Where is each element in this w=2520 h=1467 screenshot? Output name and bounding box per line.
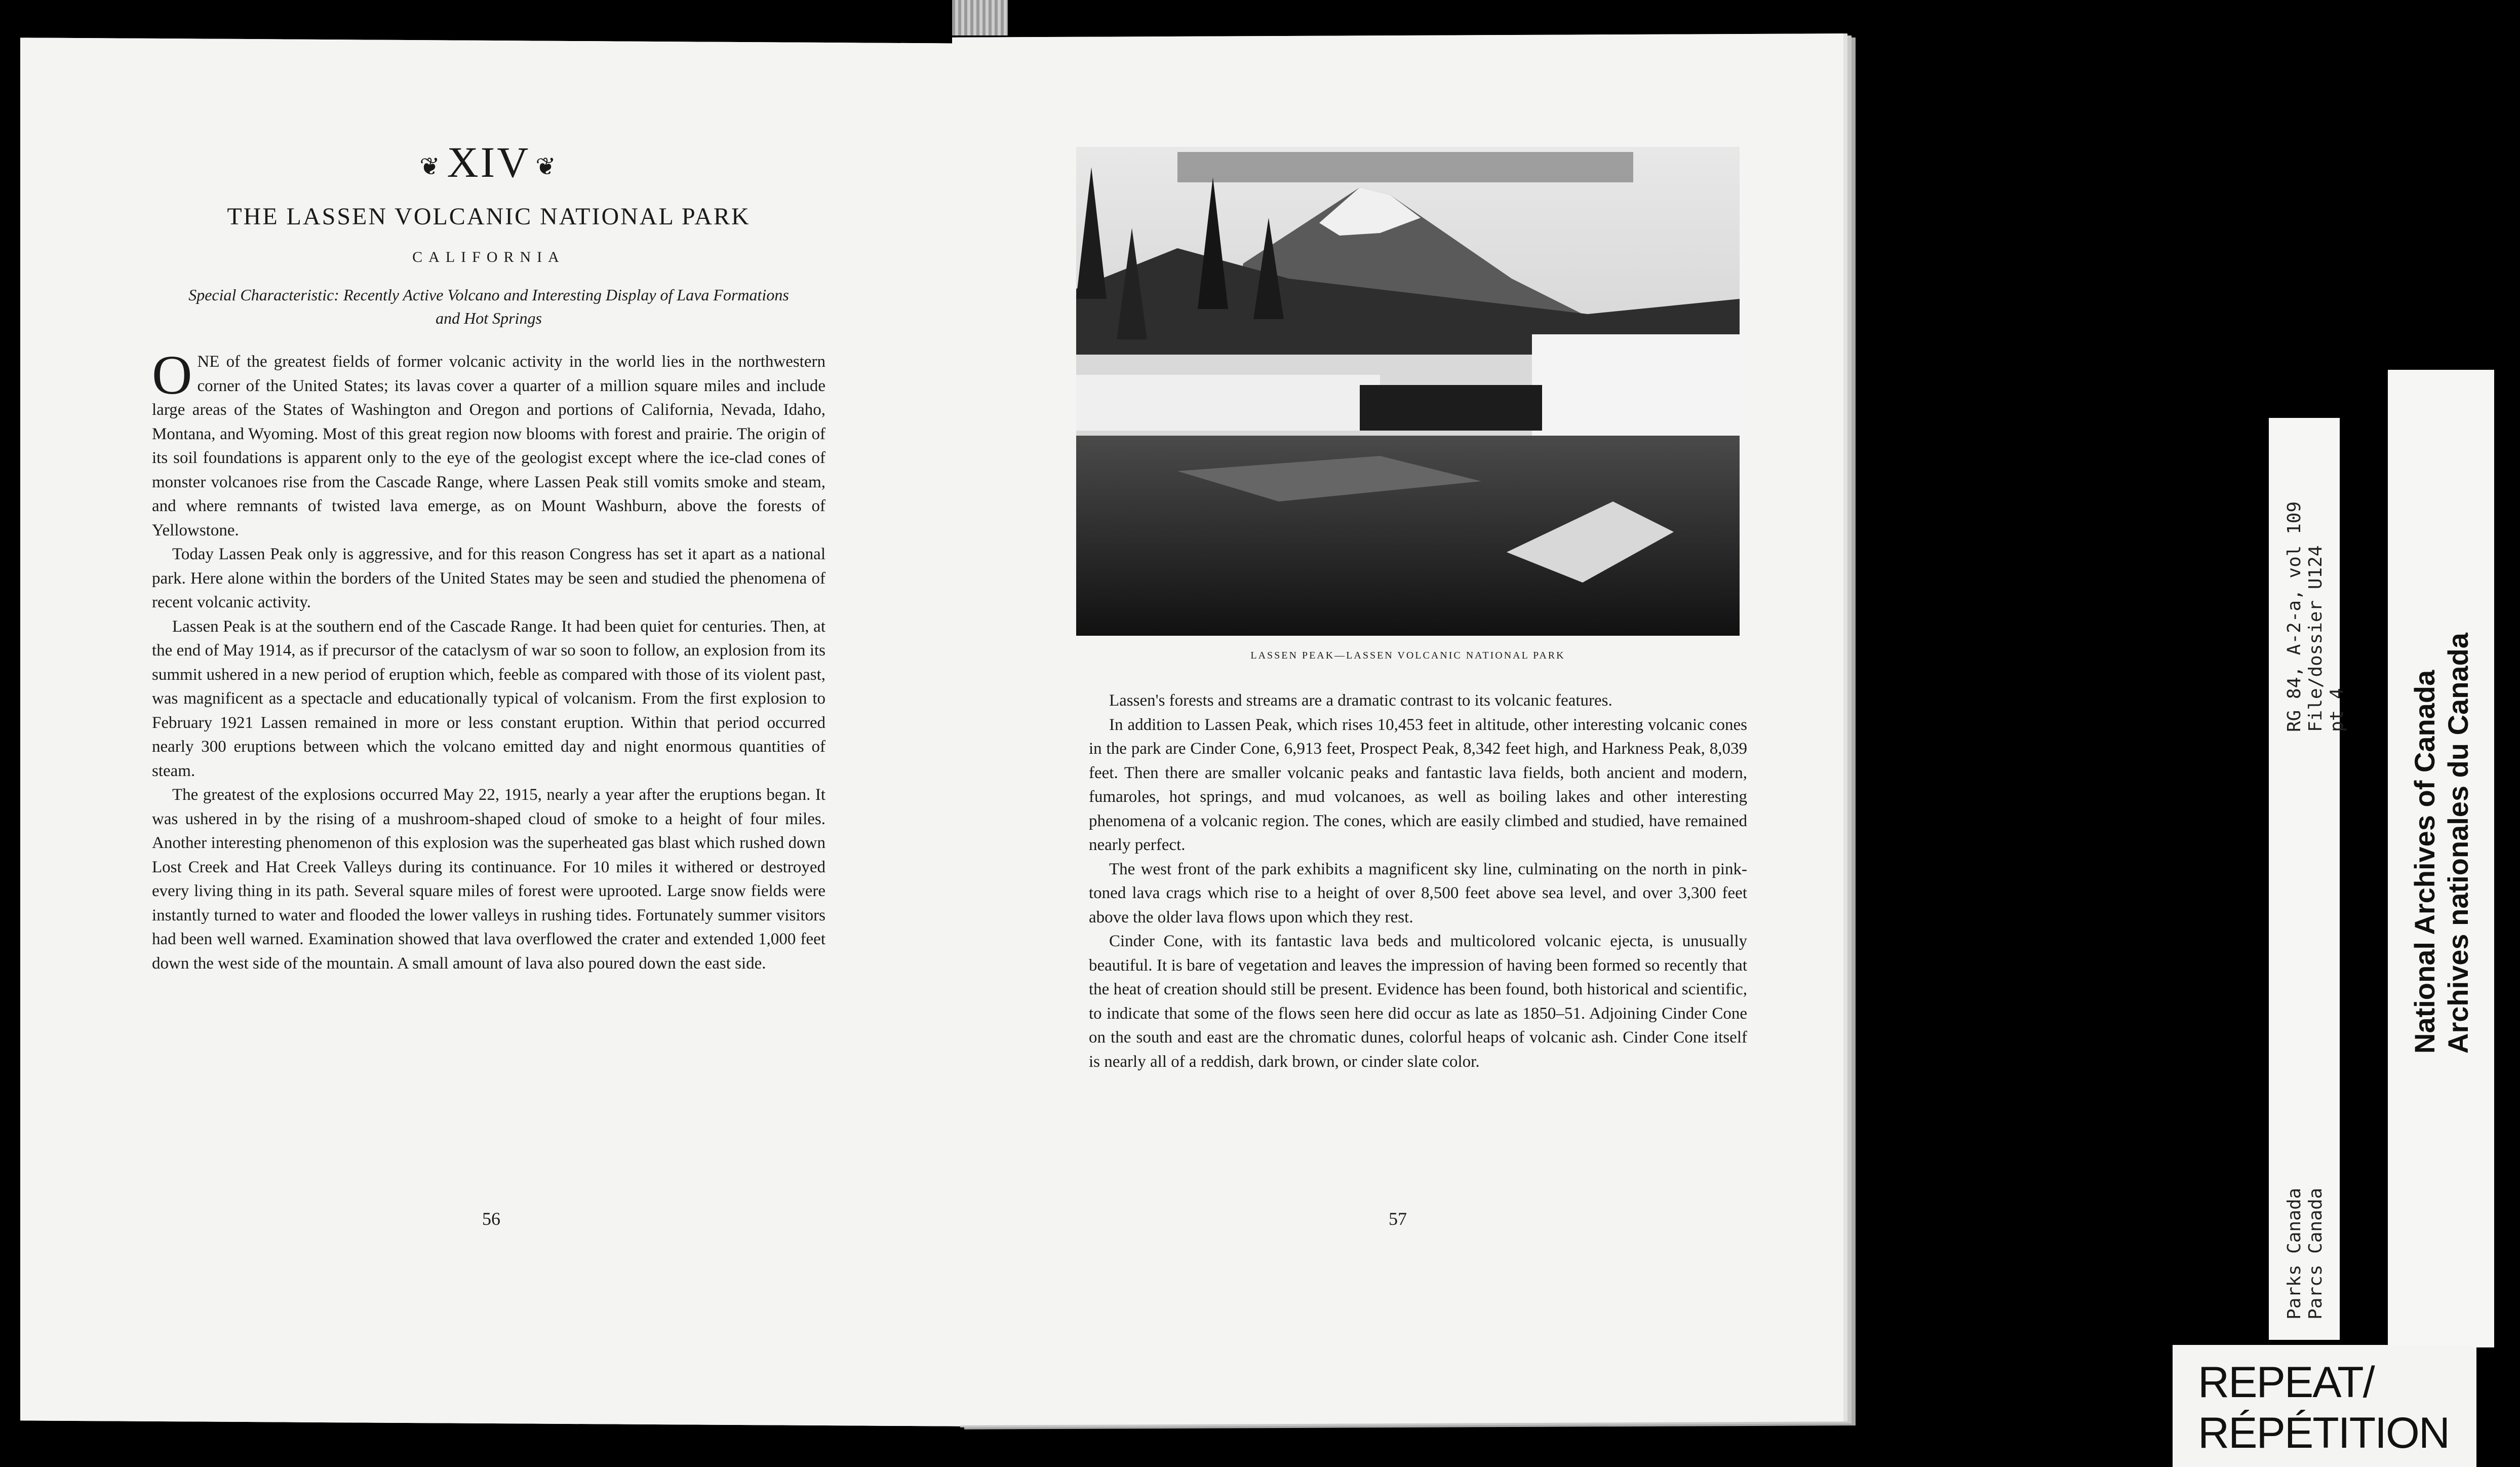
- repeat-stamp-en: REPEAT/: [2198, 1358, 2374, 1407]
- right-page-content: [1089, 689, 1747, 1074]
- page-number-right: 57: [1389, 1209, 1407, 1229]
- archive-ref-line: File/dossier U124: [2305, 545, 2326, 732]
- archive-ref-line: RG 84, A-2-a, vol 109: [2284, 501, 2305, 732]
- paragraph: [152, 344, 825, 543]
- binding-spine: [952, 0, 1008, 35]
- paragraph: The greatest of the explosions occurred May 22, 1915, nearly a year after the eruptions began. It was ushered in by the rising of a mushroom-shaped cloud of smoke to a height of four miles. Another interesting phenomenon of this explosion was the superheated gas blast which rushed down Lost Creek and Hat Creek Valleys during its continuance. For 10 miles it withered or destroyed every living thing in its path. Several square miles of forest were uprooted. Large snow fields were instantly turned to water and flooded the lower valleys in rushing tides. Fortunately summer visitors had been well warned. Examination showed that lava overflowed the crater and extended 1,000 feet down the west side of the mountain. A small amount of lava also poured down the east side.: [152, 786, 825, 973]
- lassen-peak-photo: [1076, 147, 1740, 636]
- photo-caption: LASSEN PEAK—LASSEN VOLCANIC NATIONAL PARK: [1250, 650, 1565, 661]
- repeat-stamp-fr: RÉPÉTITION: [2198, 1409, 2450, 1457]
- chapter-number-text: XIV: [447, 138, 531, 186]
- national-archives-fr: Archives nationales du Canada: [2442, 633, 2474, 1054]
- paragraph: In addition to Lassen Peak, which rises 10,453 feet in altitude, other interesting volcanic cones in the park are Cinder Cone, 6,913 feet, Prospect Peak, 8,342 feet high, and Harkness Peak, 8,039 feet. Then there are smaller volcanic peaks and fantastic lava fields, both ancient and modern, fumaroles, hot springs, and mud volcanoes, as well as boiling lakes and other interesting phenomena of a volcanic region. The cones, which are easily climbed and studied, have remained nearly perfect.: [1089, 715, 1747, 854]
- paragraph: Lassen Peak is at the southern end of the Cascade Range. It had been quiet for centuries. Then, at the end of May 1914, as if precursor of the cataclysm of war so soon to follow, an explosion from its summit ushered in a new period of eruption which, feeble as compared with those of its violent past, was magnificent as a spectacle and educationally typical of volcanism. From the first explosion to February 1921 Lassen remained in more or less constant eruption. Within that period occurred nearly 300 eruptions between which the volcano emitted day and night enormous quantities of steam.: [152, 617, 825, 780]
- leaf-ornament-icon: ❦: [535, 153, 558, 181]
- landscape-photo-icon: [1076, 147, 1740, 636]
- leaf-ornament-icon: ❦: [419, 153, 442, 181]
- national-archives-label: [2408, 633, 2475, 1054]
- paragraph: Lassen's forests and streams are a dramatic contrast to its volcanic features.: [1109, 691, 1612, 710]
- chapter-special-characteristic: Special Characteristic: Recently Active Volcano and Interesting Display of Lava Formations and Hot Springs: [188, 286, 789, 327]
- parks-canada-label: [2284, 1188, 2327, 1320]
- archive-reference-tag: [2269, 418, 2347, 1340]
- chapter-number: [152, 137, 825, 187]
- paragraph: Today Lassen Peak only is aggressive, and for this reason Congress has set it apart as a national park. Here alone within the borders of the United States may be seen and studied the phenomena of recent volcanic activity.: [152, 545, 825, 611]
- paragraph: The west front of the park exhibits a magnificent sky line, culminating on the north in pink-toned lava crags which rise to a height of over 8,500 feet above sea level, and over 3,300 feet above the older lava flows upon which they rest.: [1089, 860, 1747, 926]
- left-page-content: [152, 137, 825, 976]
- national-archives-tag: [2388, 370, 2494, 1347]
- paragraph-text: NE of the greatest fields of former volcanic activity in the world lies in the northwestern corner of the United States; its lavas cover a quarter of a million square miles and include large areas of the States of Washington and Oregon and portions of California, Nevada, Idaho, Montana, and Wyoming. Most of this great region now blooms with forest and prairie. The origin of its soil foundations is apparent only to the eye of the geologist except where the ice-clad cones of monster volcanoes rise from the Cascade Range, where Lassen Peak still vomits smoke and steam, and where remnants of twisted lava emerge, as on Mount Washburn, above the forests of Yellowstone.: [152, 353, 825, 539]
- archive-reference: [2284, 501, 2348, 732]
- parks-canada-en: Parks Canada: [2284, 1187, 2305, 1320]
- paragraph: Cinder Cone, with its fantastic lava beds and multicolored volcanic ejecta, is unusually beautiful. It is bare of vegetation and leaves the impression of having been formed so recently that the heat of creation should still be present. Evidence has been found, both historical and scientific, to indicate that some of the flows seen here did occur as late as 1850–51. Adjoining Cinder Cone on the south and east are the chromatic dunes, colorful heaps of volcanic ash. Cinder Cone itself is nearly all of a reddish, dark brown, or cinder slate color.: [1089, 932, 1747, 1071]
- parks-canada-fr: Parcs Canada: [2305, 1187, 2326, 1320]
- repeat-stamp: [2173, 1345, 2476, 1467]
- page-number-left: 56: [482, 1209, 500, 1229]
- archive-ref-line: pt 4: [2327, 688, 2347, 732]
- national-archives-en: National Archives of Canada: [2409, 670, 2440, 1054]
- chapter-state: CALIFORNIA: [412, 249, 565, 265]
- chapter-title: THE LASSEN VOLCANIC NATIONAL PARK: [227, 203, 751, 230]
- drop-cap: O: [152, 344, 192, 406]
